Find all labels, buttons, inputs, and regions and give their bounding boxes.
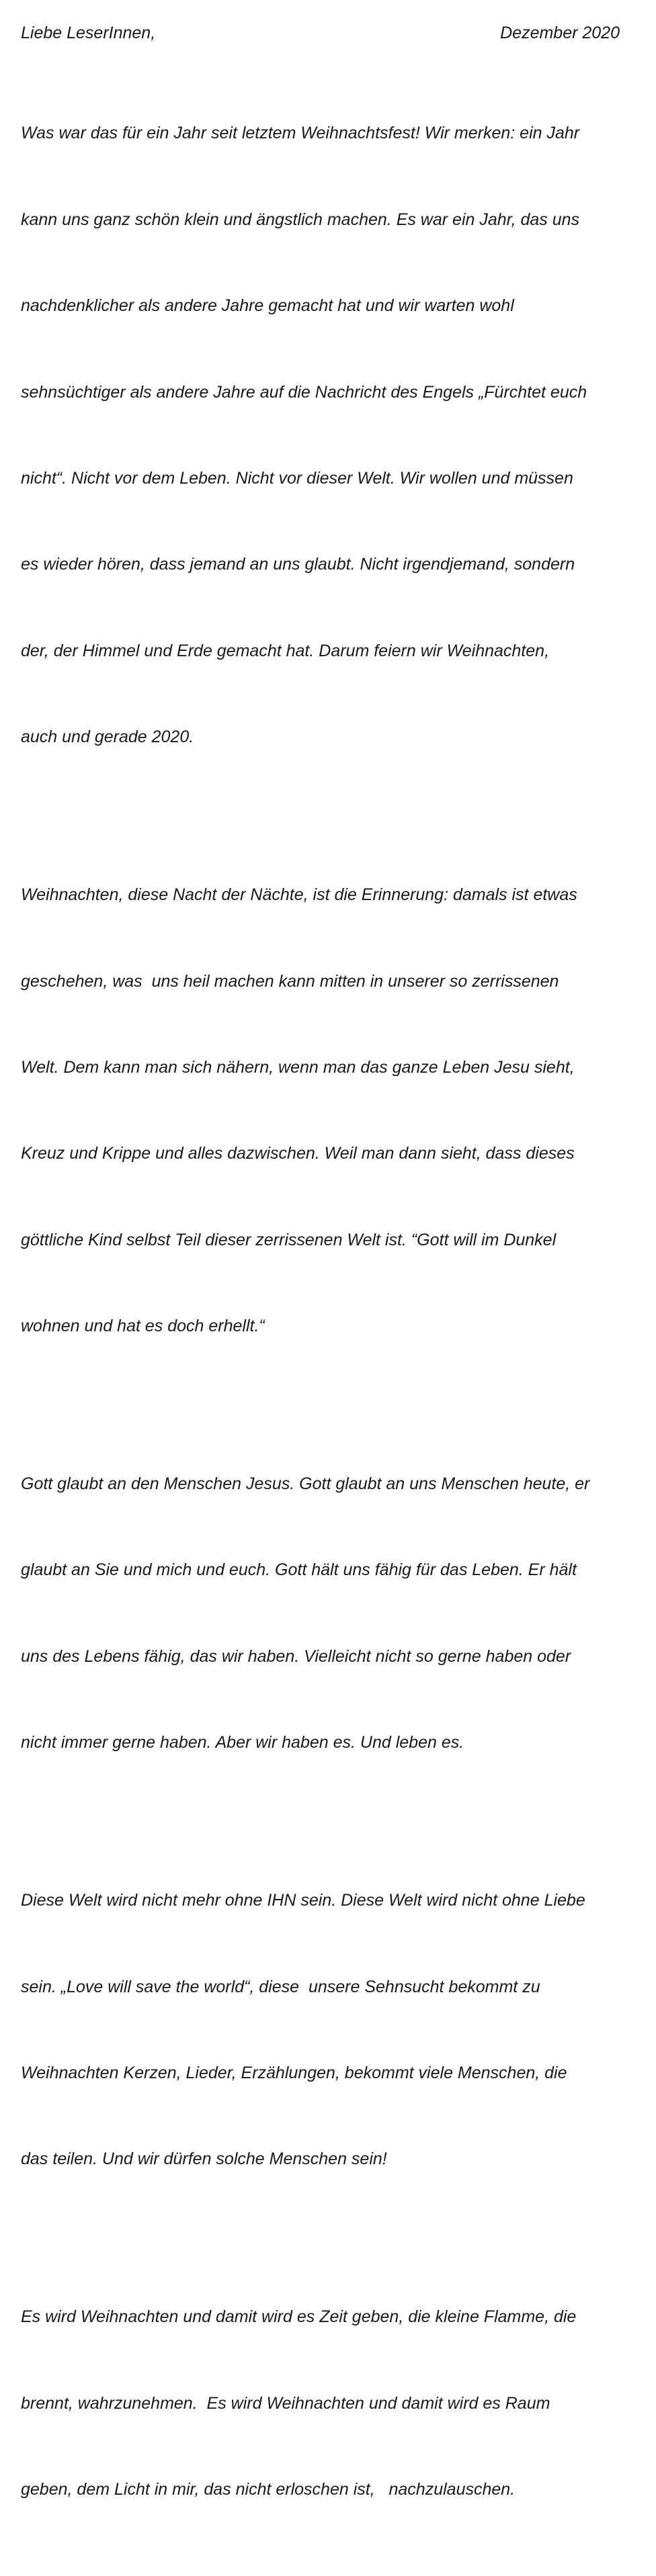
- text-line: uns des Lebens fähig, das wir haben. Vielleicht nicht so gerne haben oder: [21, 1646, 571, 1666]
- text-line: kann uns ganz schön klein und ängstlich machen. Es war ein Jahr, das uns: [21, 210, 580, 229]
- letter-header: [21, 19, 653, 48]
- text-line: Was war das für ein Jahr seit letztem Weihnachtsfest! Wir merken: ein Jahr: [21, 124, 580, 143]
- letter-date: Dezember 2020: [500, 24, 620, 42]
- text-line: es wieder hören, dass jemand an uns glaubt. Nicht irgendjemand, sondern: [21, 555, 575, 574]
- text-line: auch und gerade 2020.: [21, 727, 194, 747]
- text-line: glaubt an Sie und mich und euch. Gott hält uns fähig für das Leben. Er hält: [21, 1560, 577, 1580]
- letter-page: [21, 19, 653, 2576]
- text-line: nicht“. Nicht vor dem Leben. Nicht vor dieser Welt. Wir wollen und müssen: [21, 468, 573, 488]
- text-line: sehnsüchtiger als andere Jahre auf die Nachricht des Engels „Fürchtet euch: [21, 382, 587, 402]
- text-line: geschehen, was uns heil machen kann mitten in unserer so zerrissenen: [21, 971, 559, 991]
- greeting: Liebe LeserInnen,: [21, 24, 156, 42]
- text-line: Welt. Dem kann man sich nähern, wenn man das ganze Leben Jesu sieht,: [21, 1057, 575, 1077]
- text-line: Gott glaubt an den Menschen Jesus. Gott glaubt an uns Menschen heute, er: [21, 1474, 590, 1494]
- text-line: nachdenklicher als andere Jahre gemacht hat und wir warten wohl: [21, 296, 514, 316]
- text-line: sein. „Love will save the world“, diese unsere Sehnsucht bekommt zu: [21, 1977, 540, 1996]
- paragraph-2: [21, 824, 653, 1398]
- text-line: der, der Himmel und Erde gemacht hat. Darum feiern wir Weihnachten,: [21, 641, 550, 660]
- text-line: Weihnachten Kerzen, Lieder, Erzählungen, bekommt viele Menschen, die: [21, 2063, 567, 2082]
- paragraph-4: [21, 1829, 653, 2231]
- paragraph-1: [21, 62, 653, 809]
- text-line: Diese Welt wird nicht mehr ohne IHN sein. Diese Welt wird nicht ohne Liebe: [21, 1891, 585, 1910]
- text-line: wohnen und hat es doch erhellt.“: [21, 1317, 265, 1336]
- text-line: Es wird Weihnachten und damit wird es Zeit geben, die kleine Flamme, die: [21, 2307, 577, 2327]
- text-line: göttliche Kind selbst Teil dieser zerrissenen Welt ist. “Gott will im Dunkel: [21, 1230, 557, 1249]
- text-line: nicht immer gerne haben. Aber wir haben es. Und leben es.: [21, 1733, 464, 1752]
- text-line: Kreuz und Krippe und alles dazwischen. Weil man dann sieht, dass dieses: [21, 1144, 575, 1163]
- text-line: Weihnachten, diese Nacht der Nächte, ist die Erinnerung: damals ist etwas: [21, 885, 577, 905]
- paragraph-3: [21, 1412, 653, 1814]
- text-line: geben, dem Licht in mir, das nicht erloschen ist, nachzulauschen.: [21, 2480, 516, 2499]
- text-line: das teilen. Und wir dürfen solche Menschen sein!: [21, 2149, 387, 2169]
- text-line: brennt, wahrzunehmen. Es wird Weihnachten und damit wird es Raum: [21, 2393, 550, 2413]
- paragraph-5: [21, 2246, 653, 2562]
